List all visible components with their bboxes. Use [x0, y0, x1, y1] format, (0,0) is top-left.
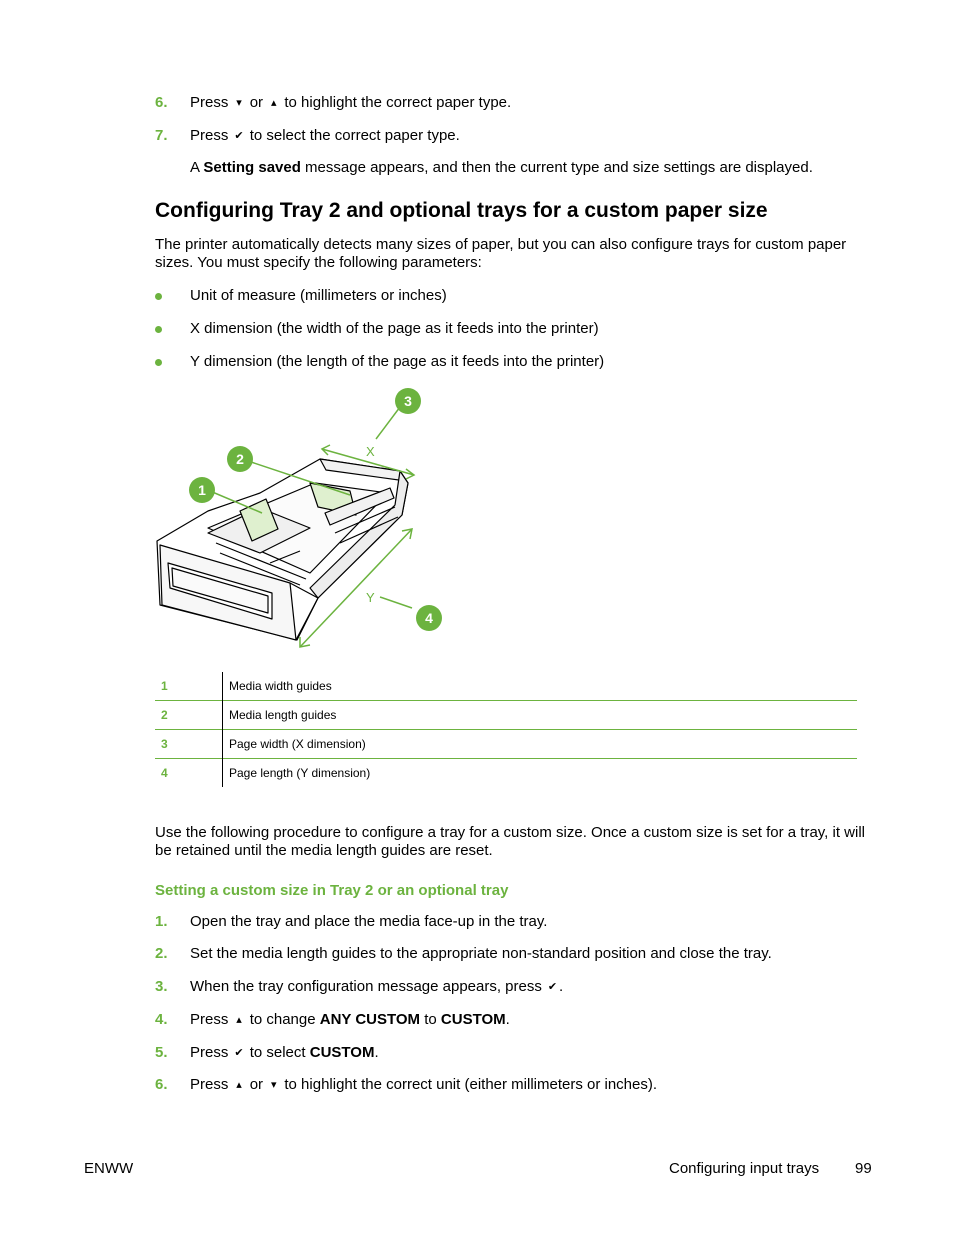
legend-number: 3 [155, 730, 223, 759]
x-dimension-label: X [366, 444, 375, 459]
table-row [155, 701, 857, 730]
up-arrow-icon: ▴ [236, 1014, 242, 1026]
step-text: Set the media length guides to the appropriate non-standard position and close the tray. [190, 945, 772, 962]
table-row [155, 759, 857, 788]
callout-number: 4 [425, 610, 433, 626]
step-text: or [249, 1076, 264, 1093]
procedure-intro: Use the following procedure to configure a tray for a custom size. Once a custom size is set for a tray, it will be retained until the media length guides are reset. [155, 824, 866, 859]
legend-description: Media width guides [229, 679, 332, 693]
step-text: . [559, 978, 564, 995]
table-row [155, 730, 857, 759]
bullet-text: X dimension (the width of the page as it feeds into the printer) [190, 320, 599, 337]
step-number: 4. [155, 1011, 168, 1028]
note-bold: Setting saved [203, 159, 301, 176]
down-arrow-icon: ▾ [236, 97, 242, 109]
callout-1 [189, 477, 215, 503]
legend-number: 4 [155, 759, 223, 788]
step-text: . [505, 1011, 510, 1028]
step-text: Press [190, 1011, 229, 1028]
legend-table [155, 672, 857, 787]
step-text: to change [249, 1011, 316, 1028]
callout-number: 3 [404, 393, 412, 409]
step-bold: CUSTOM [440, 1011, 506, 1028]
step-text: to select [249, 1044, 306, 1061]
step-number: 1. [155, 913, 168, 930]
step-text: or [249, 94, 264, 111]
callout-number: 1 [198, 482, 206, 498]
bullet-dot-icon [155, 359, 162, 366]
bullet-dot-icon [155, 326, 162, 333]
bullet-text: Y dimension (the length of the page as it feeds into the printer) [190, 353, 605, 370]
step-text: Press [190, 94, 229, 111]
callout-3 [395, 388, 421, 414]
footer-left: ENWW [84, 1160, 134, 1177]
legend-number: 1 [155, 672, 223, 701]
note-text: A [190, 159, 204, 176]
saved-note [190, 159, 813, 177]
step-number: 7. [155, 127, 168, 144]
legend-description: Page width (X dimension) [223, 730, 858, 759]
checkmark-icon: ✔ [234, 130, 244, 142]
table-row [155, 672, 857, 701]
step-number: 6. [155, 94, 168, 111]
footer-section: Configuring input trays [669, 1160, 820, 1177]
legend-description: Media length guides [223, 701, 858, 730]
intro-paragraph: The printer automatically detects many sizes of paper, but you can also configure trays for custom paper sizes. You must specify the following parameters: [155, 236, 847, 271]
step-number: 5. [155, 1044, 168, 1061]
legend-description: Page length (Y dimension) [223, 759, 858, 788]
procedure-subheading: Setting a custom size in Tray 2 or an optional tray [155, 882, 509, 899]
step-text: Open the tray and place the media face-up in the tray. [190, 913, 548, 930]
y-dimension-label: Y [366, 590, 375, 605]
step-text: Press [190, 127, 229, 144]
step-text: . [374, 1044, 379, 1061]
note-text: message appears, and then the current type and size settings are displayed. [300, 159, 813, 176]
legend-number: 2 [155, 701, 223, 730]
callout-4 [416, 605, 442, 631]
checkmark-icon: ✔ [547, 981, 558, 993]
step-text: to highlight the correct paper type. [284, 94, 512, 111]
step-text: Press [190, 1044, 229, 1061]
step-text: to [424, 1011, 437, 1028]
up-arrow-icon: ▴ [270, 97, 277, 109]
step-text: to highlight the correct unit (either millimeters or inches). [284, 1076, 658, 1093]
down-arrow-icon: ▾ [270, 1079, 277, 1091]
tray-illustration [150, 383, 460, 658]
bullet-text: Unit of measure (millimeters or inches) [190, 287, 447, 304]
step-bold: ANY CUSTOM [319, 1011, 421, 1028]
up-arrow-icon: ▴ [236, 1079, 242, 1091]
step-number: 2. [155, 945, 168, 962]
bullet-dot-icon [155, 293, 162, 300]
step-number: 3. [155, 978, 168, 995]
page-number: 99 [855, 1160, 872, 1177]
step-number: 6. [155, 1076, 168, 1093]
step-text: When the tray configuration message appears, press [190, 978, 542, 995]
checkmark-icon: ✔ [234, 1047, 244, 1059]
callout-number: 2 [236, 451, 244, 467]
section-heading: Configuring Tray 2 and optional trays for a custom paper size [155, 199, 768, 222]
step-text: to select the correct paper type. [249, 127, 460, 144]
callout-2 [227, 446, 253, 472]
step-bold: CUSTOM [309, 1044, 375, 1061]
step-text: Press [190, 1076, 229, 1093]
